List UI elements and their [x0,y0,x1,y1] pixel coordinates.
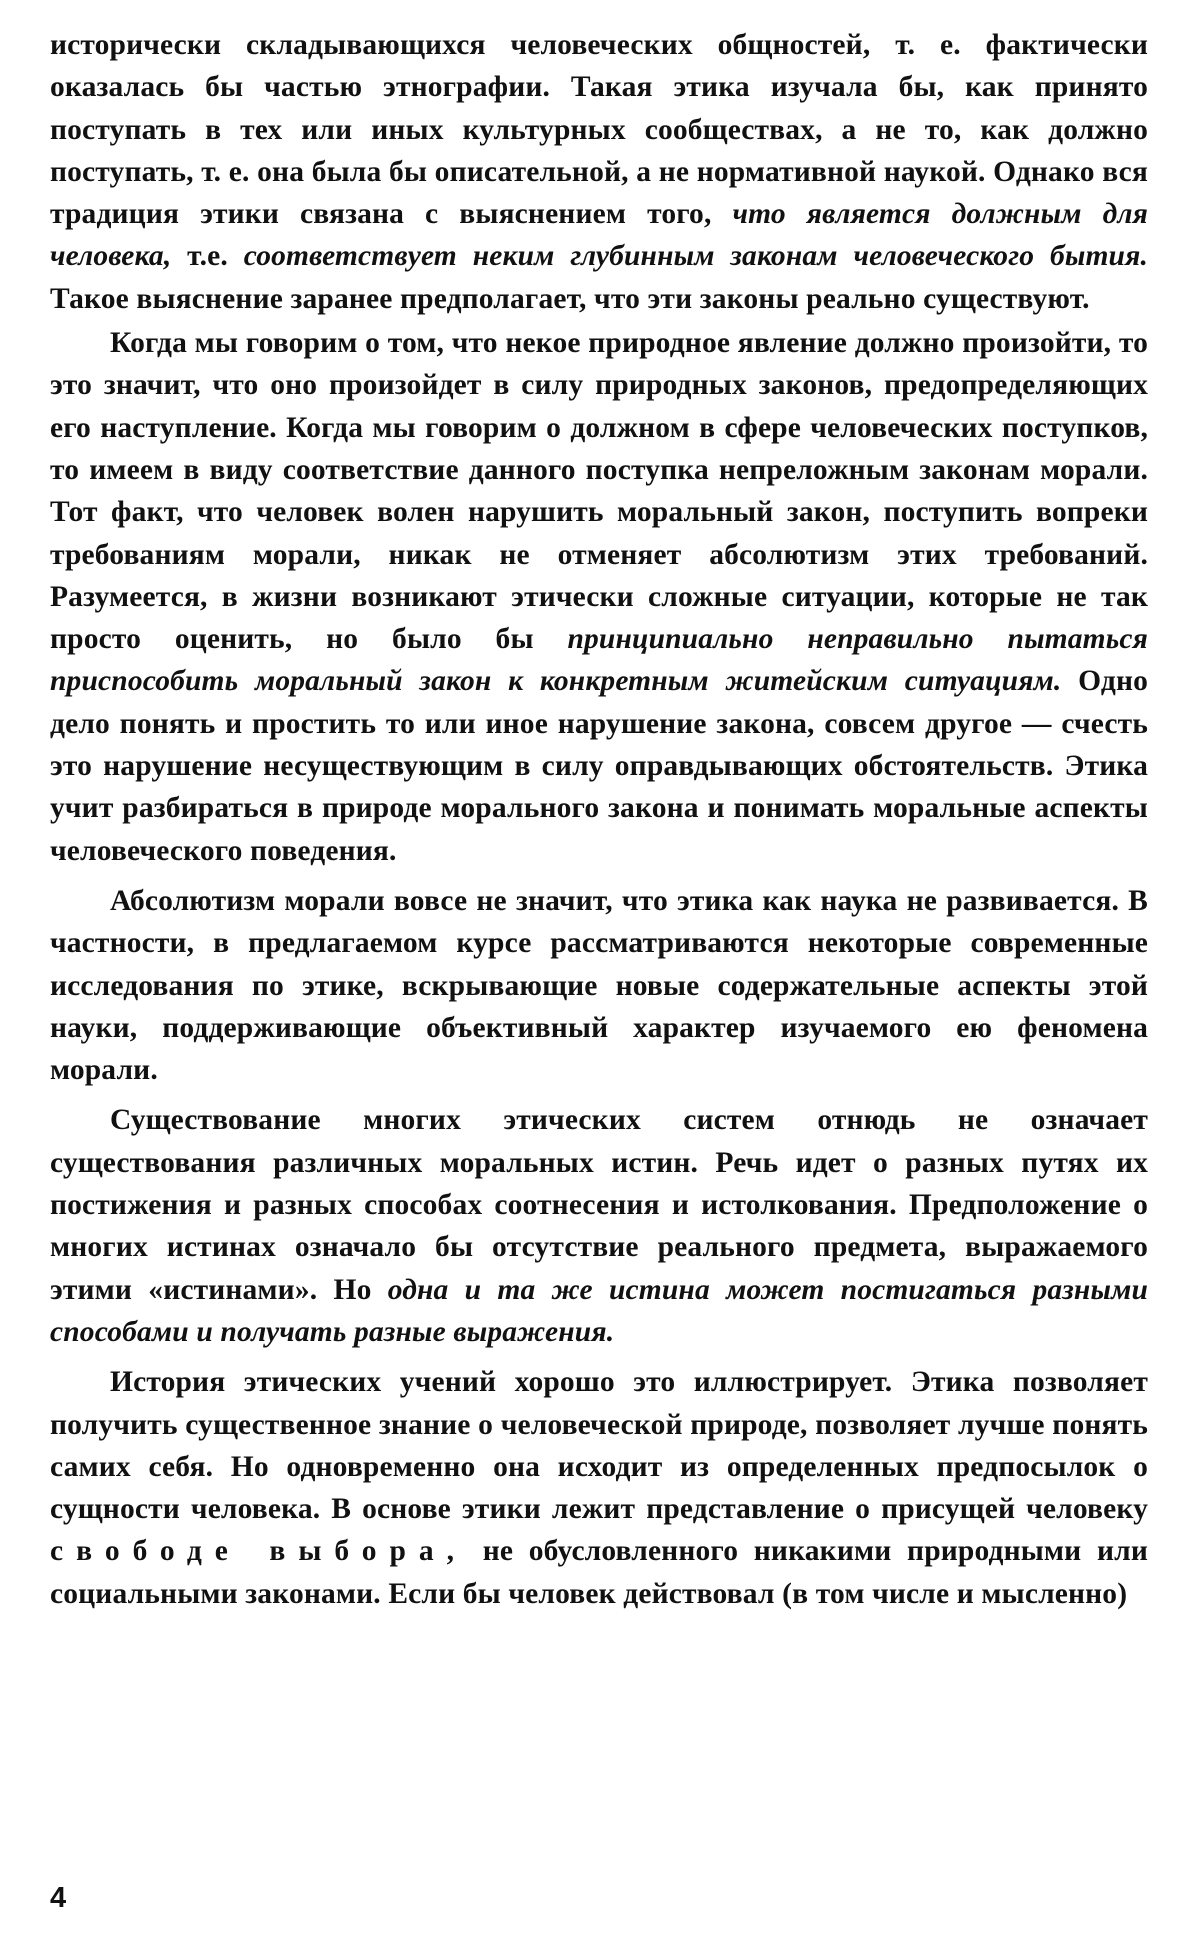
text-segment: Абсолютизм морали вовсе не значит, что этика как наука не развивается. В частности, в предлагаемом курсе рассматриваются некоторые современные исследования по этике, вскрывающие новые содержательные аспекты этой науки, поддерживающие объективный характер изучаемого ею феномена морали. [50,884,1148,1087]
italic-segment: соответствует неким глубинным законам человеческого бытия. [243,240,1148,273]
italic-segment: что является должным для человека, [50,198,1148,273]
text-segment: т.е. [171,240,244,273]
paragraph-4 [50,1099,1148,1353]
italic-segment: одна и та же истина может постигаться разными способами и получать разные выражения. [50,1273,1148,1348]
page-number: 4 [50,1882,67,1914]
italic-segment: принципиально неправильно пытаться приспособить моральный закон к конкретным житейским ситуациям. [50,623,1148,698]
text-segment: Такое выяснение заранее предполагает, что эти законы реально существуют. [50,282,1090,315]
text-segment: Существование многих этических систем отнюдь не означает существования различных моральных истин. Речь идет о разных путях их постижения и разных способах соотнесения и истолкования. Предположение о многих истинах означало бы отсутствие реального предмета, выражаемого этими «истинами». Но [50,1104,1148,1306]
text-segment: Одно дело понять и простить то или иное нарушение закона, совсем другое — счесть это нарушение несуществующим в силу оправдывающих обстоятельств. Этика учит разбираться в природе морального закона и понимать моральные аспекты человеческого поведения. [50,665,1148,867]
spaced-emphasis-segment: свободе выбора, [50,1535,467,1568]
text-segment: История этических учений хорошо это иллюстрирует. Этика позволяет получить существенное знание о человеческой природе, позволяет лучше понять самих себя. Но одновременно она исходит из определенных предпосылок о сущности человека. В основе этики лежит представление о присущей человеку [50,1366,1148,1526]
paragraph-5 [50,1361,1148,1615]
body-text [50,24,1148,1615]
text-segment: Когда мы говорим о том, что некое природное явление должно произойти, то это значит, что оно произойдет в силу природных законов, предопределяющих его наступление. Когда мы говорим о должном в сфере человеческих поступков, то имеем в виду соответствие данного поступка непреложным законам морали. Тот факт, что человек волен нарушить моральный закон, поступить вопреки требованиям морали, никак не отменяет абсолютизм этих требований. Разумеется, в жизни возникают этически сложные ситуации, которые не так просто оценить, но было бы [50,327,1148,656]
paragraph-1 [50,24,1148,320]
text-segment: не обусловленного никакими природными или социальными законами. Если бы человек действовал (в том числе и мысленно) [50,1535,1148,1610]
paragraph-3 [50,880,1148,1091]
text-segment: исторически складывающихся человеческих общностей, т. е. фактически оказалась бы частью этнографии. Такая этика изучала бы, как принято поступать в тех или иных культурных сообществах, а не то, как должно поступать, т. е. она была бы описательной, а не нормативной наукой. Однако вся традиция этики связана с выяснением того, [50,29,1148,231]
paragraph-2 [50,322,1148,872]
